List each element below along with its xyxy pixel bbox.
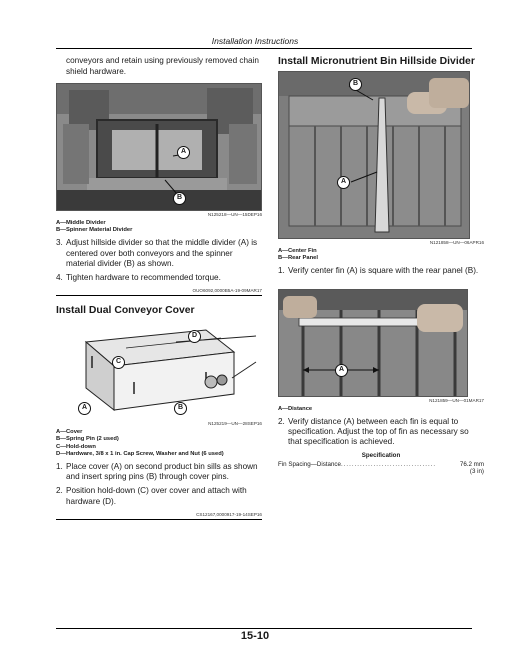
specification-label: Fin Spacing—Distance	[278, 461, 341, 469]
specification-title: Specification	[361, 452, 401, 460]
step-text: Tighten hardware to recommended torque.	[66, 273, 221, 283]
step-text: Verify center fin (A) is square with the rear panel (B).	[288, 266, 479, 276]
legend-item: A—Middle Divider	[56, 220, 106, 226]
callout-b: B	[173, 192, 186, 205]
legend-item: C—Hold-down	[56, 443, 96, 450]
legend-item: A—Cover	[56, 429, 83, 436]
step-item	[56, 462, 262, 482]
footer-rule	[56, 628, 472, 629]
figure-code: N125218—UN—15DEP16	[207, 212, 262, 217]
fin-distance-photo	[279, 290, 468, 397]
figure-conveyor-cover	[56, 322, 262, 420]
specification-alt-value: (3 in)	[469, 468, 484, 476]
figure-middle-divider	[56, 83, 262, 211]
continued-text: conveyors and retain using previously removed chain shield hardware.	[66, 56, 259, 76]
step-number: 2.	[278, 416, 285, 426]
step-text: Adjust hillside divider so that the middle divider (A) is centered over both conveyors and the spinner material divider (B) as shown.	[66, 238, 258, 268]
legend-item: A—Distance	[278, 405, 313, 412]
figure-hillside-divider	[278, 71, 470, 239]
figure-legend	[56, 220, 262, 234]
step-item	[278, 266, 484, 276]
step-number: 2.	[56, 486, 63, 496]
callout-c: C	[112, 356, 125, 369]
figure-fin-distance	[278, 289, 468, 397]
page-number: 15-10	[240, 630, 270, 642]
section-title: Install Micronutrient Bin Hillside Divider	[278, 56, 475, 67]
step-number: 3.	[56, 238, 63, 248]
figure-code: N121859—UN—01MAR17	[429, 397, 484, 403]
step-item	[56, 273, 262, 283]
step-text: Verify distance (A) between each fin is equal to specification. Adjust the top of fin as necessary so that specification is achieved.	[288, 416, 469, 447]
step-text: Place cover (A) on second product bin sills as shown and insert spring pins (B) through cover pins.	[66, 462, 258, 482]
step-text: Position hold-down (C) over cover and attach with hardware (D).	[66, 486, 247, 506]
figure-legend	[278, 248, 484, 262]
callout-a: A	[177, 146, 190, 159]
step-item	[56, 238, 262, 269]
specification-value: 76.2 mm	[459, 461, 484, 469]
figure-code: N121858—UN—06APR16	[429, 240, 484, 245]
section-title: Install Dual Conveyor Cover	[56, 305, 195, 317]
document-reference: CS12167,0000917-19-14SEP16	[196, 511, 262, 517]
callout-a: A	[78, 402, 91, 415]
callout-a: A	[337, 176, 350, 189]
callout-b: B	[349, 78, 362, 91]
step-item	[56, 486, 262, 506]
specification-row	[278, 461, 484, 468]
step-item	[278, 417, 484, 448]
right-column	[278, 56, 484, 475]
step-number: 1.	[278, 266, 285, 276]
legend-item: B—Rear Panel	[278, 255, 318, 262]
legend-item: B—Spinner Material Divider	[56, 227, 133, 234]
step-number: 4.	[56, 273, 63, 283]
legend-item: D—Hardware, 3/8 x 1 in. Cap Screw, Washer and Nut (6 used)	[56, 450, 224, 457]
figure-legend	[56, 429, 262, 458]
section-divider	[56, 519, 262, 520]
figure-code: N125219—UN—28SEP16	[208, 421, 262, 427]
left-column	[56, 56, 262, 520]
document-reference: OUO6092,0000B5A-19-09MAR17	[192, 288, 262, 294]
figure-legend	[278, 406, 484, 413]
callout-a: A	[335, 364, 348, 377]
callout-b: B	[174, 402, 187, 415]
middle-divider-photo	[57, 84, 262, 211]
header-rule	[56, 48, 472, 49]
page-header: Installation Instructions	[211, 36, 299, 46]
step-number: 1.	[56, 462, 63, 472]
section-divider	[56, 295, 262, 296]
hillside-divider-photo	[279, 72, 470, 239]
callout-d: D	[188, 330, 201, 343]
legend-item: B—Spring Pin (2 used)	[56, 436, 119, 443]
legend-item: A—Center Fin	[278, 248, 317, 254]
specification-leader: ...................................	[340, 461, 437, 469]
